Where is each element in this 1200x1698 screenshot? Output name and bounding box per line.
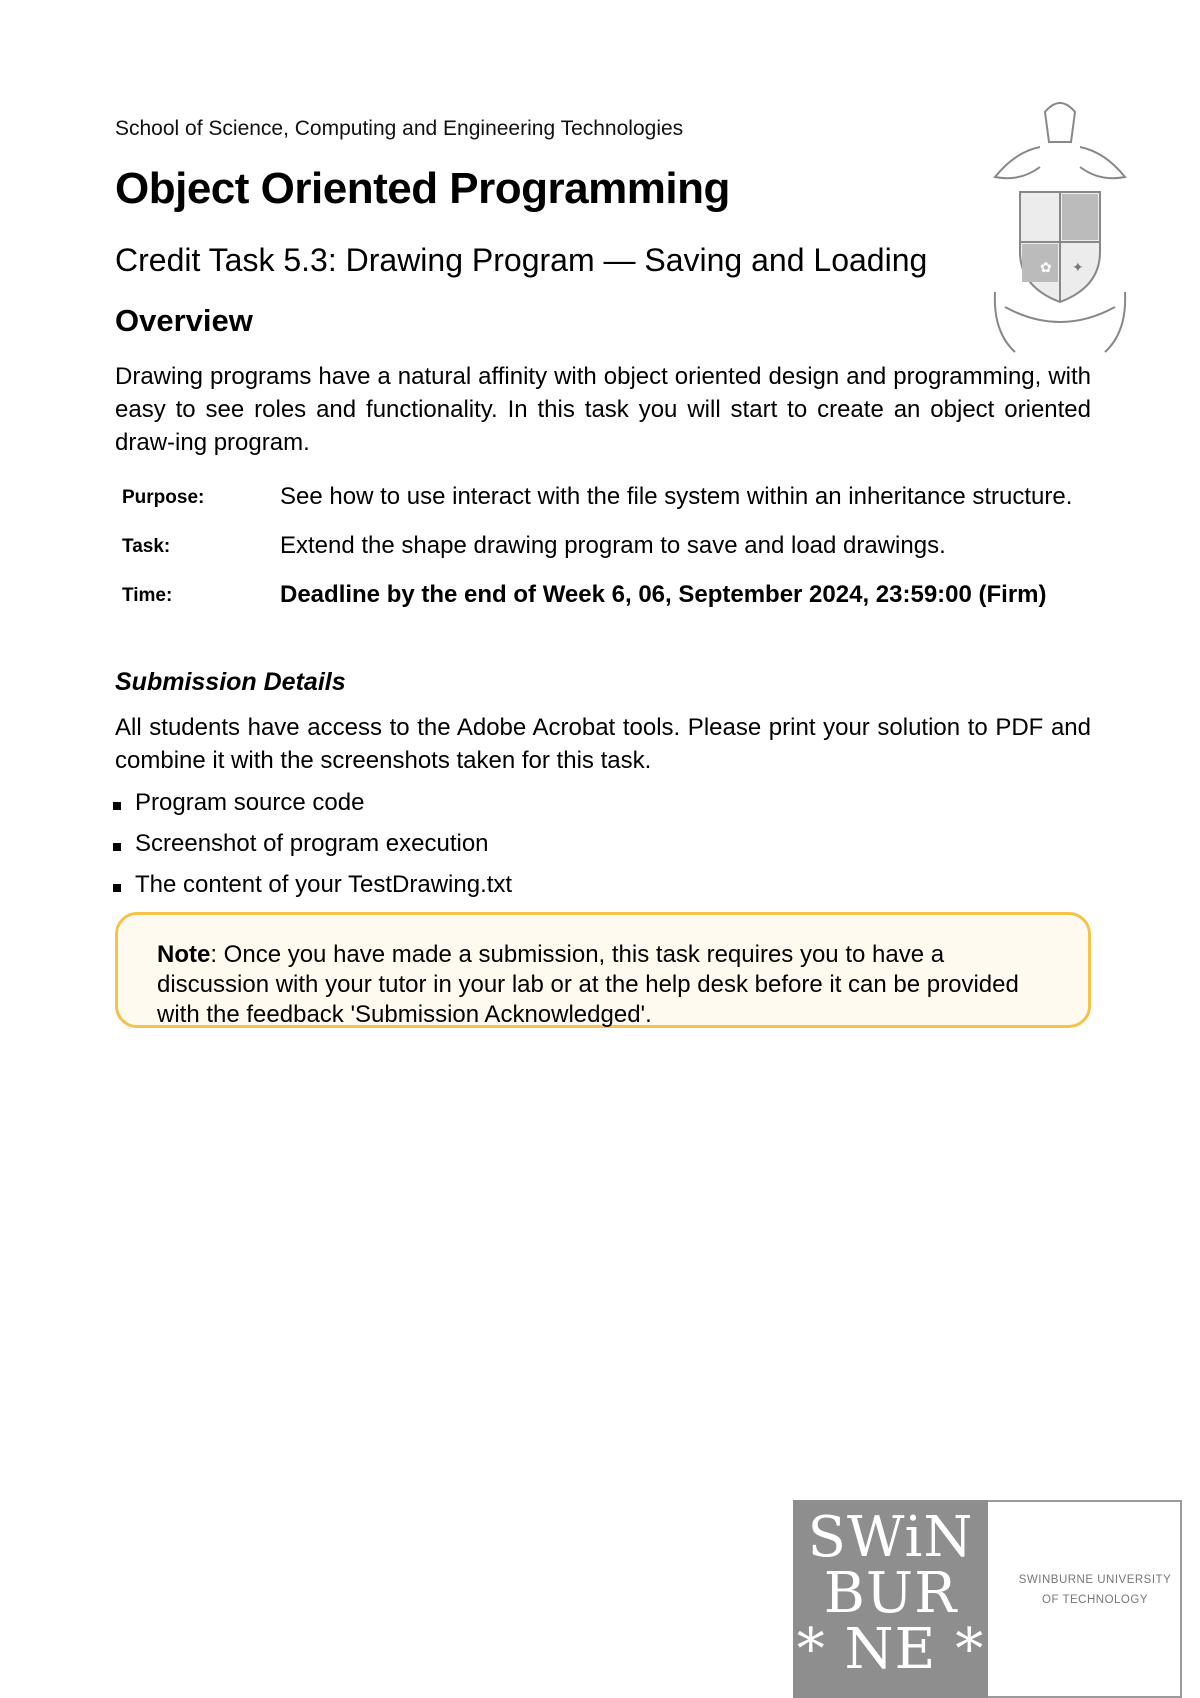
note-label: Note — [157, 941, 211, 968]
bullet-icon — [113, 884, 121, 892]
logo-line-2: BUR — [823, 1561, 958, 1626]
list-item: Program source code — [113, 782, 512, 823]
note-text — [157, 940, 1057, 1030]
list-item: The content of your TestDrawing.txt — [113, 864, 512, 905]
svg-text:✦: ✦ — [1072, 260, 1084, 276]
overview-heading: Overview — [115, 303, 253, 338]
logo-line-1: SWiN — [807, 1505, 974, 1570]
bullet-icon — [113, 843, 121, 851]
time-label: Time: — [122, 585, 173, 606]
list-item: Screenshot of program execution — [113, 823, 512, 864]
submission-text: All students have access to the Adobe Acrobat tools. Please print your solution to PDF and combine it with the screenshots taken for this task. — [115, 714, 1091, 774]
logo-line-3: * NE * — [796, 1617, 985, 1682]
purpose-label: Purpose: — [122, 487, 205, 508]
submission-list — [113, 782, 512, 905]
page-title: Object Oriented Programming — [115, 164, 730, 213]
university-crest-icon — [990, 92, 1130, 362]
logo-caption: SWINBURNE UNIVERSITY OF TECHNOLOGY — [1018, 1574, 1172, 1606]
task-subtitle: Credit Task 5.3: Drawing Program — Saving and Loading — [115, 242, 928, 278]
task-value: Extend the shape drawing program to save and load drawings. — [280, 532, 946, 559]
svg-text:✿: ✿ — [1040, 260, 1052, 276]
purpose-value: See how to use interact with the file system within an inheritance structure. — [280, 483, 1073, 510]
time-value: Deadline by the end of Week 6, 06, September 2024, 23:59:00 (Firm) — [280, 581, 1047, 608]
overview-text: Drawing programs have a natural affinity with object oriented design and programming, with easy to see roles and functionality. In this task you will start to create an object oriented draw-ing program. — [115, 363, 1091, 456]
task-label: Task: — [122, 536, 171, 557]
school-name: School of Science, Computing and Engineering Technologies — [115, 117, 684, 140]
bullet-icon — [113, 802, 121, 810]
submission-heading: Submission Details — [115, 668, 346, 696]
note-body: : Once you have made a submission, this task requires you to have a discussion with your tutor in your lab or at the help desk before it can be provided with the feedback 'Submission Acknowledged'. — [157, 941, 1019, 1028]
swinburne-logo — [793, 1500, 988, 1698]
